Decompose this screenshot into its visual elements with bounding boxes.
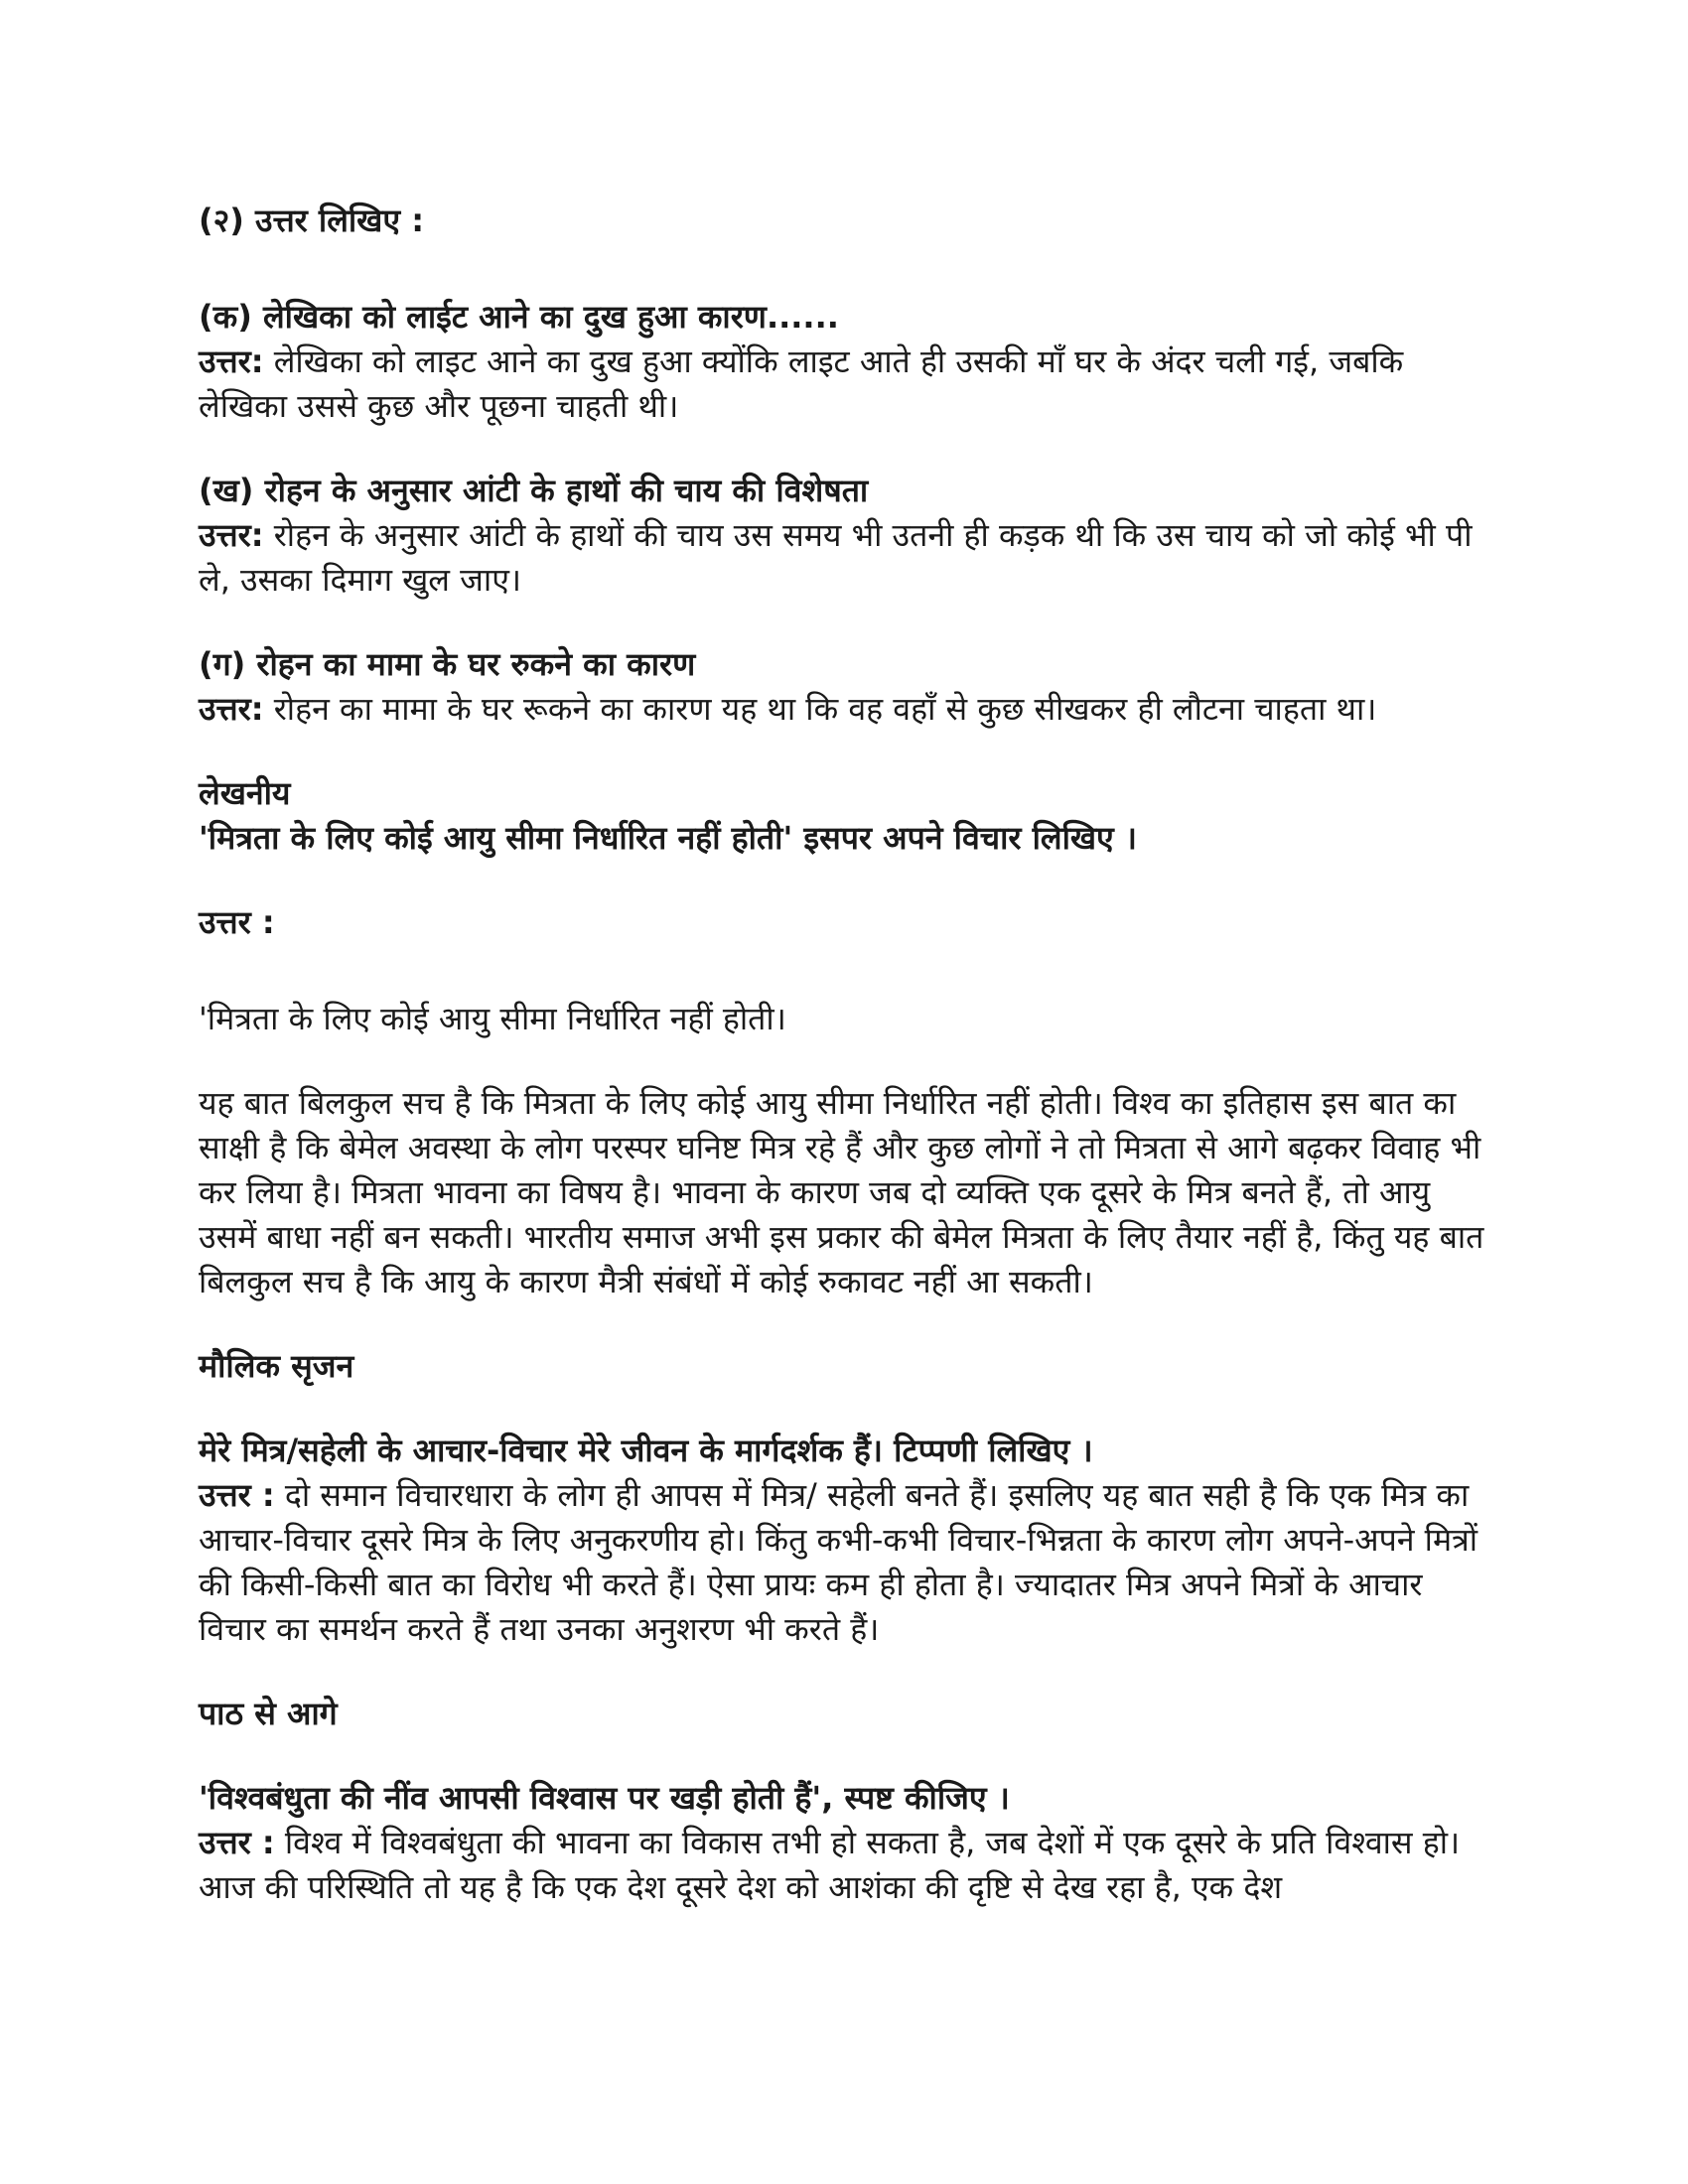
answer-ka-text: लेखिका को लाइट आने का दुख हुआ क्योंकि लाइट आते ही उसकी माँ घर के अंदर चली गई, जबकि लेखिका उससे कुछ और पूछना चाहती थी।: [199, 342, 1404, 425]
path-se-aage-heading: पाठ से आगे: [199, 1695, 338, 1732]
question-ga-block: [199, 642, 1489, 732]
question-kha-block: [199, 469, 1489, 603]
answer-label: उत्तर:: [199, 690, 264, 728]
lekhaniya-quote: 'मित्रता के लिए कोई आयु सीमा निर्धारित नहीं होती।: [199, 1000, 786, 1037]
path-se-aage-block: [199, 1692, 1489, 1910]
lekhaniya-question: 'मित्रता के लिए कोई आयु सीमा निर्धारित नहीं होती' इसपर अपने विचार लिखिए ।: [199, 819, 1137, 857]
section-q2-title: (२) उत्तर लिखिए :: [199, 202, 424, 239]
maulik-block: [199, 1344, 1489, 1652]
answer-ga-text: रोहन का मामा के घर रूकने का कारण यह था कि वह वहाँ से कुछ सीखकर ही लौटना चाहता था।: [263, 690, 1377, 728]
answer-ka: [199, 340, 1489, 429]
path-se-aage-question: 'विश्वबंधुता की नींव आपसी विश्वास पर खड़ी होती हैं', स्पष्ट कीजिए ।: [199, 1779, 1010, 1817]
question-ka-block: [199, 295, 1489, 429]
answer-label: उत्तर:: [199, 516, 264, 554]
answer-label: उत्तर :: [199, 1824, 275, 1861]
question-ka: (क) लेखिका को लाईट आने का दुख हुआ कारण......: [199, 298, 839, 336]
answer-kha-text: रोहन के अनुसार आंटी के हाथों की चाय उस समय भी उतनी ही कड़क थी कि उस चाय को जो कोई भी पी ले, उसका दिमाग खुल जाए।: [199, 516, 1473, 599]
maulik-question: मेरे मित्र/सहेली के आचार-विचार मेरे जीवन के मार्गदर्शक हैं। टिप्पणी लिखिए ।: [199, 1432, 1093, 1469]
maulik-heading: मौलिक सृजन: [199, 1347, 354, 1385]
answer-label: उत्तर :: [199, 1476, 275, 1514]
answer-kha: [199, 513, 1489, 603]
lekhaniya-paragraph: यह बात बिलकुल सच है कि मित्रता के लिए कोई आयु सीमा निर्धारित नहीं होती। विश्व का इतिहास इस बात का साक्षी है कि बेमेल अवस्था के लोग परस्पर घनिष्ट मित्र रहे हैं और कुछ लोगों ने तो मित्रता से आगे बढ़कर विवाह भी कर लिया है। मित्रता भावना का विषय है। भावना के कारण जब दो व्यक्ति एक दूसरे के मित्र बनते हैं, तो आयु उसमें बाधा नहीं बन सकती। भारतीय समाज अभी इस प्रकार की बेमेल मित्रता के लिए तैयार नहीं है, किंतु यह बात बिलकुल सच है कि आयु के कारण मैत्री संबंधों में कोई रुकावट नहीं आ सकती।: [199, 1084, 1484, 1300]
maulik-answer: [199, 1473, 1489, 1652]
lekhaniya-answer-label: उत्तर :: [199, 903, 275, 941]
answer-label: उत्तर:: [199, 342, 264, 380]
lekhaniya-heading: लेखनीय: [199, 774, 291, 812]
question-ga: (ग) रोहन का मामा के घर रुकने का कारण: [199, 645, 696, 683]
answer-ga: [199, 687, 1489, 732]
path-se-aage-answer: [199, 1821, 1489, 1910]
question-kha: (ख) रोहन के अनुसार आंटी के हाथों की चाय की विशेषता: [199, 472, 869, 509]
maulik-answer-text: दो समान विचारधारा के लोग ही आपस में मित्र/ सहेली बनते हैं। इसलिए यह बात सही है कि एक मित्र का आचार-विचार दूसरे मित्र के लिए अनुकरणीय हो। किंतु कभी-कभी विचार-भिन्नता के कारण लोग अपने-अपने मित्रों की किसी-किसी बात का विरोध भी करते हैं। ऐसा प्रायः कम ही होता है। ज्यादातर मित्र अपने मित्रों के आचार विचार का समर्थन करते हैं तथा उनका अनुशरण भी करते हैं।: [199, 1476, 1478, 1648]
lekhaniya-block: [199, 771, 1489, 1304]
path-se-aage-answer-text: विश्व में विश्वबंधुता की भावना का विकास तभी हो सकता है, जब देशों में एक दूसरे के प्रति विश्वास हो। आज की परिस्थिति तो यह है कि एक देश दूसरे देश को आशंका की दृष्टि से देख रहा है, एक देश: [199, 1824, 1461, 1906]
document-page: [199, 199, 1489, 1910]
